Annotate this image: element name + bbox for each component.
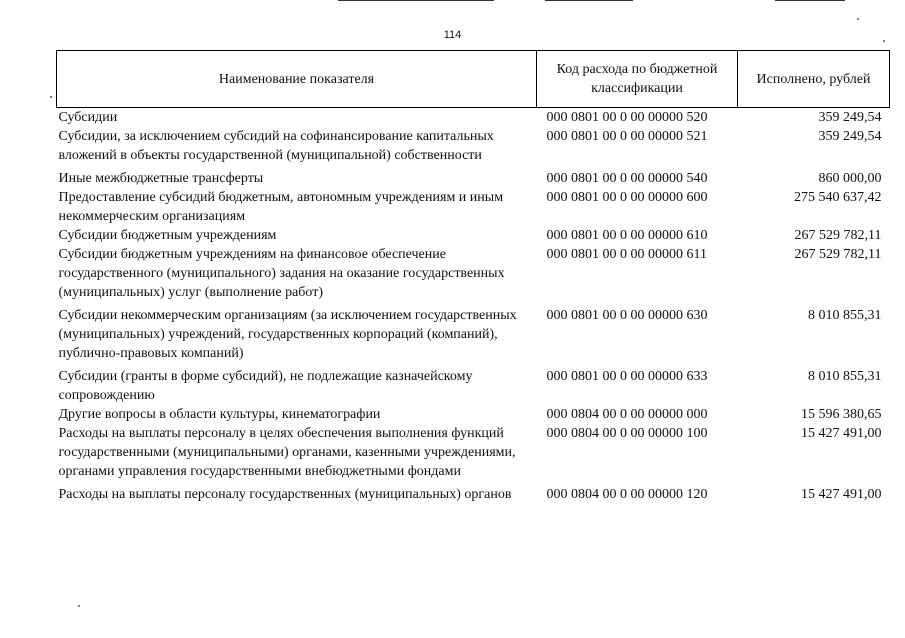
table-row xyxy=(57,424,890,485)
row-name: Другие вопросы в области культуры, кинематографии xyxy=(58,407,381,422)
row-name: Субсидии, за исключением субсидий на софинансирование капитальных вложений в объекты государственной (муниципальной) собственности xyxy=(58,129,494,163)
row-name: Субсидии бюджетным учреждениям xyxy=(58,228,277,243)
header-indicator-name: Наименование показателя xyxy=(57,51,537,108)
row-code: 000 0801 00 0 00 00000 521 xyxy=(546,129,708,144)
top-scan-rule xyxy=(338,0,494,1)
row-amount: 267 529 782,11 xyxy=(794,247,882,262)
budget-execution-table xyxy=(56,50,890,504)
table-row xyxy=(57,306,890,367)
row-amount: 359 249,54 xyxy=(818,129,882,144)
table-row xyxy=(57,226,890,245)
row-amount: 15 596 380,65 xyxy=(801,407,882,422)
row-code: 000 0801 00 0 00 00000 633 xyxy=(546,369,708,384)
table-row xyxy=(57,405,890,424)
row-code: 000 0801 00 0 00 00000 600 xyxy=(546,190,708,205)
scan-speck xyxy=(857,18,859,20)
table-row xyxy=(57,108,890,128)
table-row xyxy=(57,169,890,188)
table-row xyxy=(57,245,890,306)
header-budget-code: Код расхода по бюджетной классификации xyxy=(537,51,738,108)
table-row xyxy=(57,127,890,169)
row-name: Субсидии xyxy=(58,110,118,125)
table-header-row xyxy=(57,51,890,108)
row-code: 000 0804 00 0 00 00000 000 xyxy=(546,407,708,422)
row-name: Предоставление субсидий бюджетным, автономным учреждениям и иным некоммерческим организациям xyxy=(58,190,504,224)
table-row xyxy=(57,485,890,504)
row-name: Субсидии бюджетным учреждениям на финансовое обеспечение государственного (муниципального) задания на оказание государственных (муниципальных) услуг (выполнение работ) xyxy=(58,247,505,300)
table-header xyxy=(57,51,890,108)
row-amount: 359 249,54 xyxy=(818,110,882,125)
row-code: 000 0801 00 0 00 00000 540 xyxy=(546,171,708,186)
top-scan-rule xyxy=(545,0,633,1)
row-amount: 8 010 855,31 xyxy=(808,308,882,323)
row-code: 000 0801 00 0 00 00000 630 xyxy=(546,308,708,323)
row-code: 000 0804 00 0 00 00000 100 xyxy=(546,426,708,441)
page-number: 114 xyxy=(443,29,462,41)
row-amount: 275 540 637,42 xyxy=(794,190,882,205)
row-amount: 15 427 491,00 xyxy=(801,426,882,441)
table-row xyxy=(57,367,890,405)
row-code: 000 0804 00 0 00 00000 120 xyxy=(546,487,708,502)
table-row xyxy=(57,188,890,226)
table-body xyxy=(57,108,890,505)
row-code: 000 0801 00 0 00 00000 611 xyxy=(546,247,707,262)
top-scan-rule xyxy=(775,0,845,1)
row-name: Субсидии (гранты в форме субсидий), не подлежащие казначейскому сопровождению xyxy=(58,369,473,403)
row-amount: 267 529 782,11 xyxy=(794,228,882,243)
row-amount: 15 427 491,00 xyxy=(801,487,882,502)
row-amount: 860 000,00 xyxy=(818,171,882,186)
row-code: 000 0801 00 0 00 00000 610 xyxy=(546,228,708,243)
row-name: Расходы на выплаты персоналу государственных (муниципальных) органов xyxy=(58,487,512,502)
scan-speck xyxy=(78,605,80,607)
scan-speck xyxy=(50,96,52,98)
row-amount: 8 010 855,31 xyxy=(808,369,882,384)
row-name: Расходы на выплаты персоналу в целях обеспечения выполнения функций государственными (муниципальными) органами, казенными учреждениями, органами управления государственными внебюджетными фондами xyxy=(58,426,516,479)
row-name: Субсидии некоммерческим организациям (за исключением государственных (муниципальных) учреждений, государственных корпораций (компаний), публично-правовых компаний) xyxy=(58,308,517,361)
row-code: 000 0801 00 0 00 00000 520 xyxy=(546,110,708,125)
row-name: Иные межбюджетные трансферты xyxy=(58,171,264,186)
header-executed-amount: Исполнено, рублей xyxy=(738,51,890,108)
